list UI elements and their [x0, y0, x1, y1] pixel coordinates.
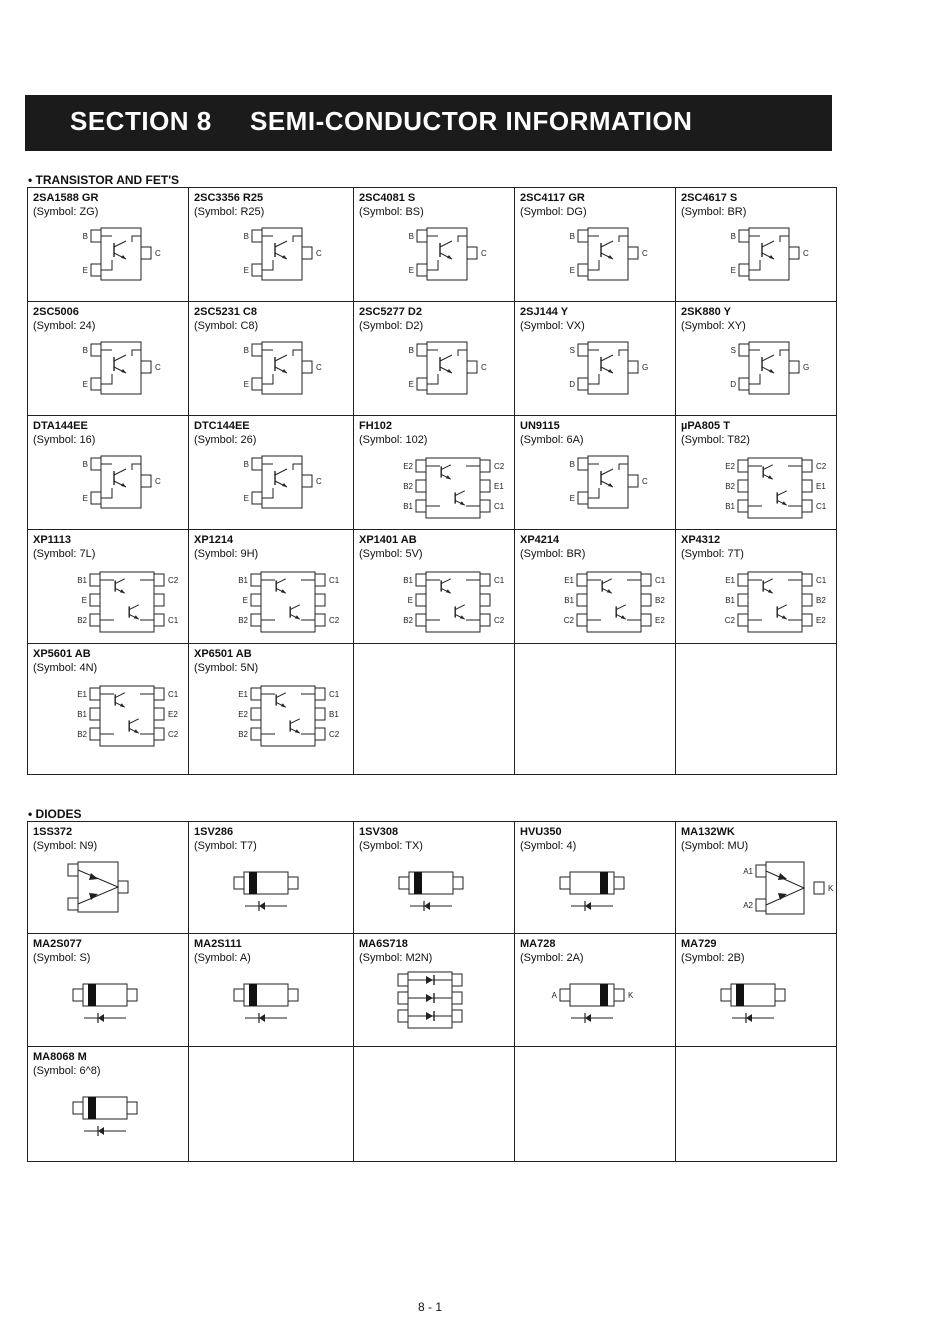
symbol-code: (Symbol: 4) [520, 840, 577, 852]
symbol-code: (Symbol: TX) [359, 840, 423, 852]
section-title: SEMI-CONDUCTOR INFORMATION [250, 106, 693, 136]
pin-label: E2 [725, 462, 735, 471]
part-number: 1SV308 [359, 826, 399, 838]
pin-label: B2 [725, 482, 735, 491]
pinout-diagram [189, 564, 354, 641]
pinout-diagram [515, 856, 676, 931]
pinout-diagram [515, 564, 676, 641]
part-number: MA2S111 [194, 938, 242, 950]
pin-label: E [243, 380, 249, 389]
pinout-diagram [189, 336, 354, 413]
pinout-diagram [28, 564, 189, 641]
section-banner [25, 95, 832, 151]
pin-label: C1 [816, 502, 827, 511]
pinout-diagram [676, 968, 837, 1044]
pin-label: B [569, 460, 575, 469]
symbol-code: (Symbol: T82) [681, 434, 750, 446]
pinout-diagram [515, 222, 676, 299]
pin-label: C1 [655, 576, 666, 585]
pin-label: B1 [77, 576, 87, 585]
pin-label: E [82, 266, 88, 275]
component-cell [354, 302, 515, 416]
pin-label: D [569, 380, 575, 389]
pin-label: B2 [403, 482, 413, 491]
pin-label: B1 [329, 710, 339, 719]
component-cell [28, 1047, 189, 1162]
pin-label: E2 [168, 710, 178, 719]
pin-label: C1 [329, 690, 340, 699]
pin-label: E1 [816, 482, 826, 491]
pin-label: E [82, 494, 88, 503]
pin-label: C2 [329, 730, 340, 739]
symbol-code: (Symbol: 4N) [33, 662, 98, 674]
component-cell [515, 822, 676, 934]
pin-label: C [316, 477, 322, 486]
part-number: 1SS372 [33, 826, 73, 838]
part-number: XP4312 [681, 534, 721, 546]
pinout-diagram [354, 968, 515, 1044]
pin-label: E [243, 266, 249, 275]
pin-label: E [569, 494, 575, 503]
component-cell [515, 416, 676, 530]
pin-label: B2 [655, 596, 665, 605]
pin-label: E [82, 380, 88, 389]
pin-label: C [155, 249, 161, 258]
pin-label: B [408, 232, 414, 241]
component-cell [515, 934, 676, 1047]
part-number: MA2S077 [33, 938, 82, 950]
pin-label: A2 [743, 901, 753, 910]
pin-label: B [408, 346, 414, 355]
empty-cell [354, 1047, 515, 1162]
component-cell [189, 530, 354, 644]
pinout-diagram [28, 1081, 189, 1159]
part-number: 2SC4117 GR [520, 192, 585, 204]
symbol-code: (Symbol: T7) [194, 840, 257, 852]
part-number: XP1214 [194, 534, 234, 546]
pin-label: C [642, 249, 648, 258]
part-number: 2SC5006 [33, 306, 79, 318]
diode-heading: • DIODES [28, 807, 82, 821]
part-number: 2SC5277 D2 [359, 306, 422, 318]
pin-label: K [828, 884, 834, 893]
symbol-code: (Symbol: XY) [681, 320, 746, 332]
pin-label: E [81, 596, 87, 605]
part-number: XP4214 [520, 534, 560, 546]
pinout-diagram [189, 222, 354, 299]
page-number: 8 - 1 [417, 1300, 442, 1314]
pin-label: G [642, 363, 649, 372]
symbol-code: (Symbol: N9) [33, 840, 98, 852]
pin-label: C [316, 249, 322, 258]
symbol-code: (Symbol: 26) [194, 434, 257, 446]
pin-label: B2 [816, 596, 826, 605]
part-number: MA729 [681, 938, 717, 950]
part-number: HVU350 [520, 826, 562, 838]
component-cell [28, 644, 189, 775]
pin-label: C1 [494, 576, 505, 585]
pin-label: D [730, 380, 736, 389]
part-number: XP6501 AB [194, 648, 252, 660]
pinout-diagram [354, 450, 515, 527]
component-cell [28, 530, 189, 644]
pin-label: E [730, 266, 736, 275]
part-number: 2SC4081 S [359, 192, 416, 204]
symbol-code: (Symbol: DG) [520, 206, 587, 218]
symbol-code: (Symbol: 102) [359, 434, 428, 446]
pin-label: C1 [494, 502, 505, 511]
symbol-code: (Symbol: D2) [359, 320, 424, 332]
pin-label: E [569, 266, 575, 275]
symbol-code: (Symbol: 6^8) [33, 1065, 101, 1077]
pinout-diagram [354, 564, 515, 641]
symbol-code: (Symbol: 2B) [681, 952, 745, 964]
pin-label: B [243, 346, 249, 355]
pinout-diagram [28, 968, 189, 1044]
component-cell [28, 188, 189, 302]
pinout-diagram [354, 856, 515, 931]
pin-label: B2 [238, 730, 248, 739]
pin-label: B1 [725, 596, 735, 605]
component-cell [515, 530, 676, 644]
pin-label: C2 [494, 616, 505, 625]
symbol-code: (Symbol: 16) [33, 434, 96, 446]
pin-label: E [242, 596, 248, 605]
pin-label: S [730, 346, 736, 355]
pin-label: E [408, 380, 414, 389]
component-cell [28, 302, 189, 416]
pin-label: C1 [168, 690, 179, 699]
part-number: µPA805 T [681, 420, 730, 432]
component-cell [676, 934, 837, 1047]
pin-label: C2 [816, 462, 827, 471]
pin-label: E [243, 494, 249, 503]
pin-label: S [569, 346, 575, 355]
pinout-diagram [515, 968, 676, 1044]
pinout-diagram [515, 336, 676, 413]
pinout-diagram [28, 336, 189, 413]
pinout-diagram [676, 336, 837, 413]
empty-cell [354, 644, 515, 775]
empty-cell [515, 1047, 676, 1162]
pin-label: B1 [77, 710, 87, 719]
diode-table [27, 821, 837, 1162]
pin-label: C2 [168, 576, 179, 585]
pin-label: B1 [403, 502, 413, 511]
pin-label: E1 [564, 576, 574, 585]
pin-label: C [155, 363, 161, 372]
pin-label: B2 [77, 616, 87, 625]
pin-label: G [803, 363, 810, 372]
component-cell [676, 416, 837, 530]
part-number: MA8068 M [33, 1051, 87, 1063]
pinout-diagram [28, 222, 189, 299]
symbol-code: (Symbol: S) [33, 952, 91, 964]
part-number: 2SA1588 GR [33, 192, 99, 204]
symbol-code: (Symbol: 24) [33, 320, 96, 332]
component-cell [354, 416, 515, 530]
pinout-diagram [189, 856, 354, 931]
part-number: 2SC3356 R25 [194, 192, 264, 204]
pinout-diagram [189, 450, 354, 527]
symbol-code: (Symbol: 5V) [359, 548, 423, 560]
symbol-code: (Symbol: 5N) [194, 662, 259, 674]
part-number: XP5601 AB [33, 648, 91, 660]
symbol-code: (Symbol: BR) [520, 548, 586, 560]
symbol-code: (Symbol: MU) [681, 840, 749, 852]
part-number: DTC144EE [194, 420, 250, 432]
pin-label: C2 [724, 616, 735, 625]
pin-label: B1 [725, 502, 735, 511]
pinout-diagram [515, 450, 676, 527]
empty-cell [189, 1047, 354, 1162]
symbol-code: (Symbol: VX) [520, 320, 585, 332]
pin-label: B1 [564, 596, 574, 605]
pin-label: E2 [816, 616, 826, 625]
pin-label: C1 [329, 576, 340, 585]
part-number: DTA144EE [33, 420, 88, 432]
pin-label: B [82, 232, 88, 241]
component-cell [189, 188, 354, 302]
pin-label: E1 [238, 690, 248, 699]
empty-cell [515, 644, 676, 775]
part-number: MA728 [520, 938, 556, 950]
transistor-heading: • TRANSISTOR AND FET'S [28, 173, 180, 187]
pin-label: C1 [168, 616, 179, 625]
pin-label: B [569, 232, 575, 241]
pin-label: B2 [403, 616, 413, 625]
pinout-diagram [28, 678, 189, 772]
pinout-diagram [28, 856, 189, 931]
pin-label: A [551, 991, 557, 1000]
component-cell [354, 530, 515, 644]
part-number: 1SV286 [194, 826, 234, 838]
pin-label: E1 [77, 690, 87, 699]
component-cell [354, 822, 515, 934]
pin-label: B [243, 460, 249, 469]
part-number: MA6S718 [359, 938, 408, 950]
pinout-diagram [676, 450, 837, 527]
pin-label: B [243, 232, 249, 241]
component-cell [189, 822, 354, 934]
symbol-code: (Symbol: A) [194, 952, 251, 964]
pin-label: C [481, 363, 487, 372]
pin-label: B1 [403, 576, 413, 585]
pin-label: C [803, 249, 809, 258]
component-cell [189, 302, 354, 416]
pin-label: B2 [77, 730, 87, 739]
component-cell [28, 822, 189, 934]
pin-label: B [82, 460, 88, 469]
pin-label: C [155, 477, 161, 486]
symbol-code: (Symbol: C8) [194, 320, 259, 332]
symbol-code: (Symbol: M2N) [359, 952, 433, 964]
part-number: FH102 [359, 420, 393, 432]
pin-label: E1 [494, 482, 504, 491]
pinout-diagram [28, 450, 189, 527]
symbol-code: (Symbol: 7T) [681, 548, 744, 560]
component-cell [28, 416, 189, 530]
symbol-code: (Symbol: 6A) [520, 434, 584, 446]
pin-label: E [408, 266, 414, 275]
part-number: 2SC4617 S [681, 192, 738, 204]
transistor-table [27, 187, 837, 775]
pin-label: A1 [743, 867, 753, 876]
pin-label: E2 [238, 710, 248, 719]
symbol-code: (Symbol: BR) [681, 206, 747, 218]
pin-label: C2 [494, 462, 505, 471]
pinout-diagram [189, 968, 354, 1044]
pin-label: C1 [816, 576, 827, 585]
symbol-code: (Symbol: ZG) [33, 206, 99, 218]
component-cell [354, 934, 515, 1047]
part-number: UN9115 [520, 420, 560, 432]
component-cell [189, 934, 354, 1047]
pinout-diagram [676, 856, 837, 931]
pinout-diagram [676, 222, 837, 299]
part-number: 2SJ144 Y [520, 306, 569, 318]
section-number: SECTION 8 [70, 106, 212, 136]
symbol-code: (Symbol: 7L) [33, 548, 96, 560]
part-number: 2SK880 Y [681, 306, 731, 318]
component-cell [676, 188, 837, 302]
part-number: 2SC5231 C8 [194, 306, 257, 318]
pin-label: E [407, 596, 413, 605]
symbol-code: (Symbol: 9H) [194, 548, 259, 560]
empty-cell [676, 1047, 837, 1162]
empty-cell [676, 644, 837, 775]
pin-label: B1 [238, 576, 248, 585]
component-cell [189, 416, 354, 530]
symbol-code: (Symbol: R25) [194, 206, 265, 218]
pin-label: C [316, 363, 322, 372]
pin-label: C2 [168, 730, 179, 739]
component-cell [676, 302, 837, 416]
component-cell [676, 822, 837, 934]
pin-label: C2 [329, 616, 340, 625]
pin-label: C [642, 477, 648, 486]
pin-label: K [628, 991, 634, 1000]
pin-label: E2 [403, 462, 413, 471]
pin-label: E2 [655, 616, 665, 625]
pin-label: E1 [725, 576, 735, 585]
pin-label: B [730, 232, 736, 241]
component-cell [28, 934, 189, 1047]
pin-label: C [481, 249, 487, 258]
pinout-diagram [354, 336, 515, 413]
part-number: XP1401 AB [359, 534, 417, 546]
component-cell [189, 644, 354, 775]
pinout-diagram [354, 222, 515, 299]
symbol-code: (Symbol: 2A) [520, 952, 584, 964]
pinout-diagram [189, 678, 354, 772]
pinout-diagram [676, 564, 837, 641]
part-number: XP1113 [33, 534, 71, 546]
component-cell [354, 188, 515, 302]
component-cell [515, 188, 676, 302]
pin-label: B2 [238, 616, 248, 625]
part-number: MA132WK [681, 826, 735, 838]
pin-label: B [82, 346, 88, 355]
component-cell [515, 302, 676, 416]
pin-label: C2 [563, 616, 574, 625]
component-cell [676, 530, 837, 644]
symbol-code: (Symbol: BS) [359, 206, 424, 218]
